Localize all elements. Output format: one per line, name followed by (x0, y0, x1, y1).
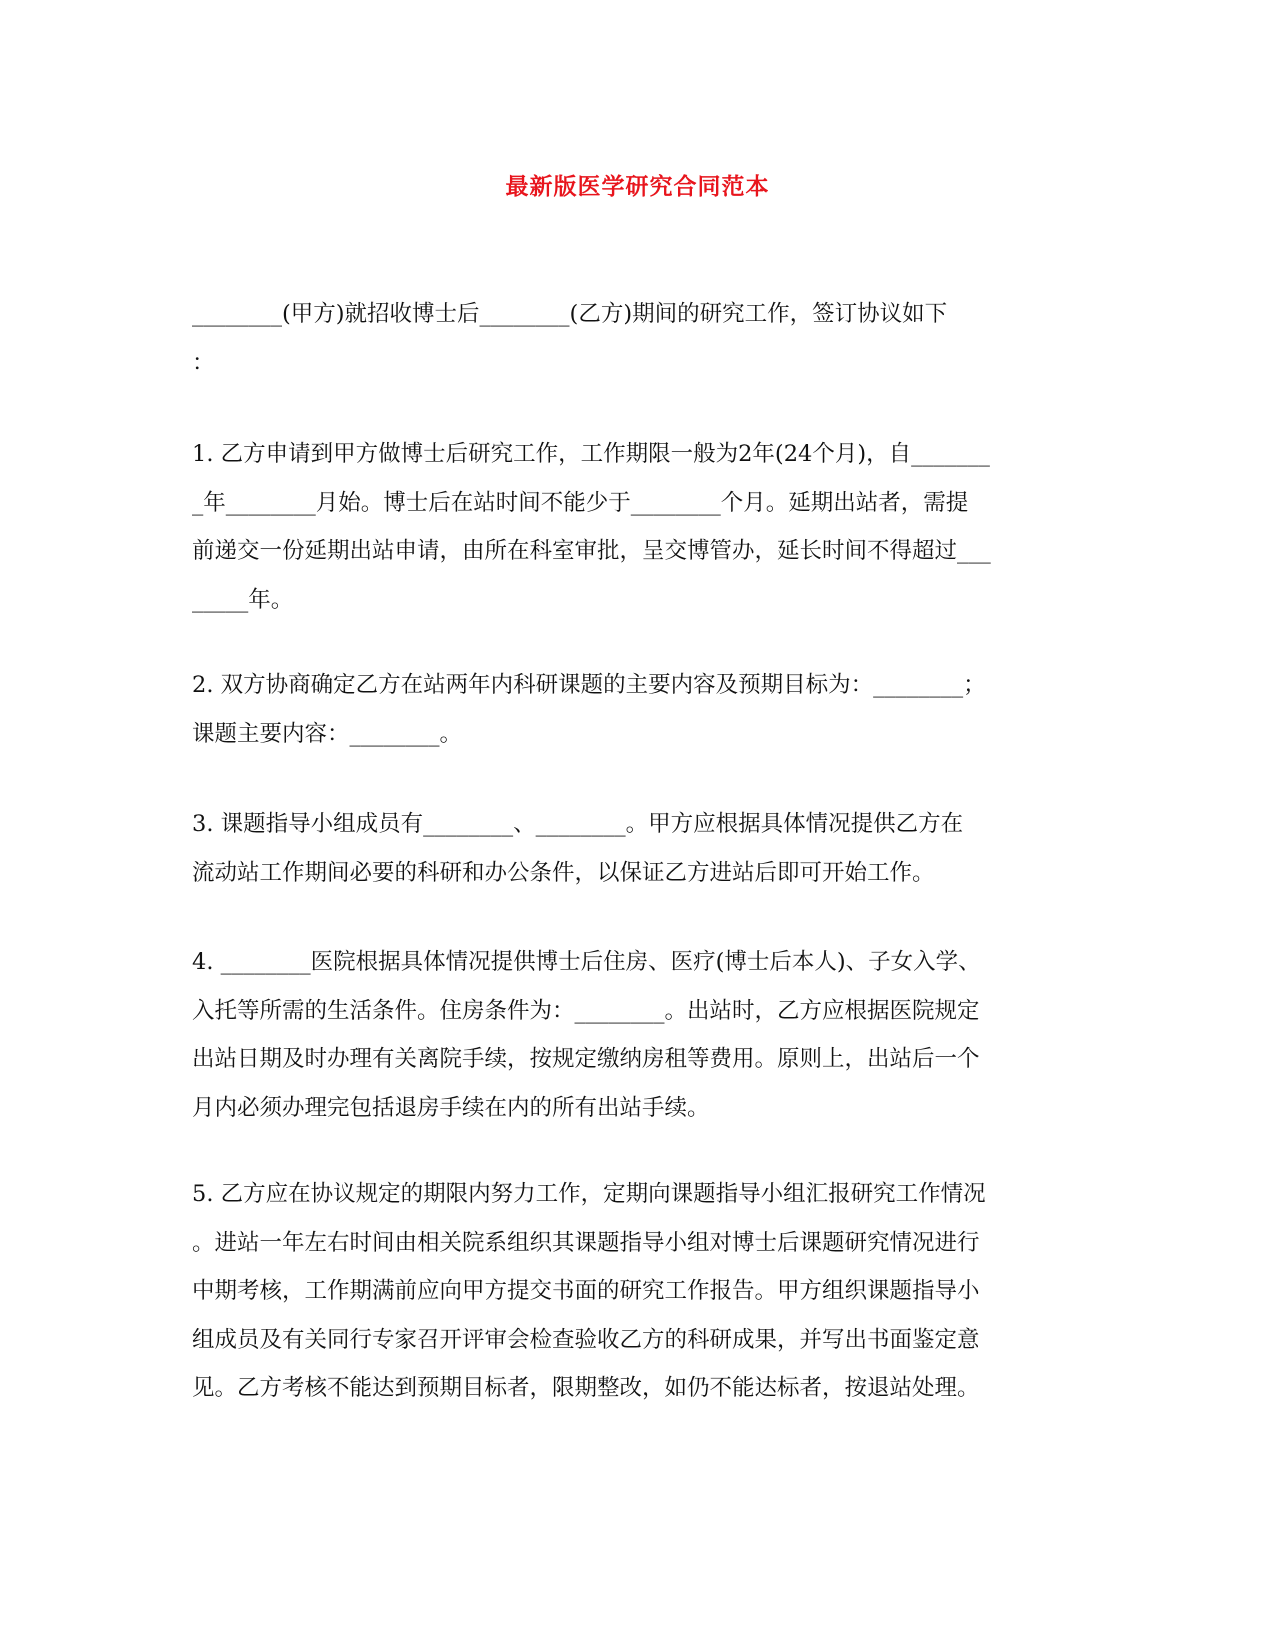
intro-paragraph (192, 290, 1082, 387)
clause-3-paragraph (192, 800, 1082, 897)
text-line: _____年。 (192, 586, 294, 613)
text-line: 前递交一份延期出站申请，由所在科室审批，呈交博管办，延长时间不得超过___ (192, 538, 991, 564)
text-line: 5. 乙方应在协议规定的期限内努力工作，定期向课题指导小组汇报研究工作情况 (192, 1181, 986, 1207)
text-line: 3. 课题指导小组成员有________、________。甲方应根据具体情况提供乙方在 (192, 811, 964, 837)
text-line: 见。乙方考核不能达到预期目标者，限期整改，如仍不能达标者，按退站处理。 (192, 1375, 980, 1401)
text-line: _年________月始。博士后在站时间不能少于________个月。延期出站者，需提 (192, 489, 969, 516)
text-line: ： (192, 349, 215, 376)
clause-5-paragraph (192, 1170, 1082, 1413)
document-title: 最新版医学研究合同范本 (505, 173, 770, 200)
text-line: 4. ________医院根据具体情况提供博士后住房、医疗(博士后本人)、子女入学、 (192, 949, 981, 975)
text-line: 2. 双方协商确定乙方在站两年内科研课题的主要内容及预期目标为：________； (192, 672, 986, 698)
text-line: 月内必须办理完包括退房手续在内的所有出站手续。 (192, 1094, 710, 1121)
clause-4-paragraph (192, 938, 1082, 1132)
text-line: 流动站工作期间必要的科研和办公条件，以保证乙方进站后即可开始工作。 (192, 859, 935, 886)
text-line: 组成员及有关同行专家召开评审会检查验收乙方的科研成果，并写出书面鉴定意 (192, 1326, 980, 1353)
text-line: 。进站一年左右时间由相关院系组织其课题指导小组对博士后课题研究情况进行 (192, 1229, 980, 1256)
text-line: ________(甲方)就招收博士后________(乙方)期间的研究工作，签订协议如下 (192, 301, 948, 327)
text-line: 中期考核，工作期满前应向甲方提交书面的研究工作报告。甲方组织课题指导小 (192, 1278, 980, 1304)
text-line: 出站日期及时办理有关离院手续，按规定缴纳房租等费用。原则上，出站后一个 (192, 1046, 980, 1072)
clause-1-paragraph (192, 430, 1082, 624)
text-line: 1. 乙方申请到甲方做博士后研究工作，工作期限一般为2年(24个月)，自_______ (192, 441, 990, 467)
clause-2-paragraph (192, 661, 1082, 758)
text-line: 入托等所需的生活条件。住房条件为：________。出站时，乙方应根据医院规定 (192, 997, 980, 1024)
text-line: 课题主要内容：________。 (192, 720, 463, 747)
